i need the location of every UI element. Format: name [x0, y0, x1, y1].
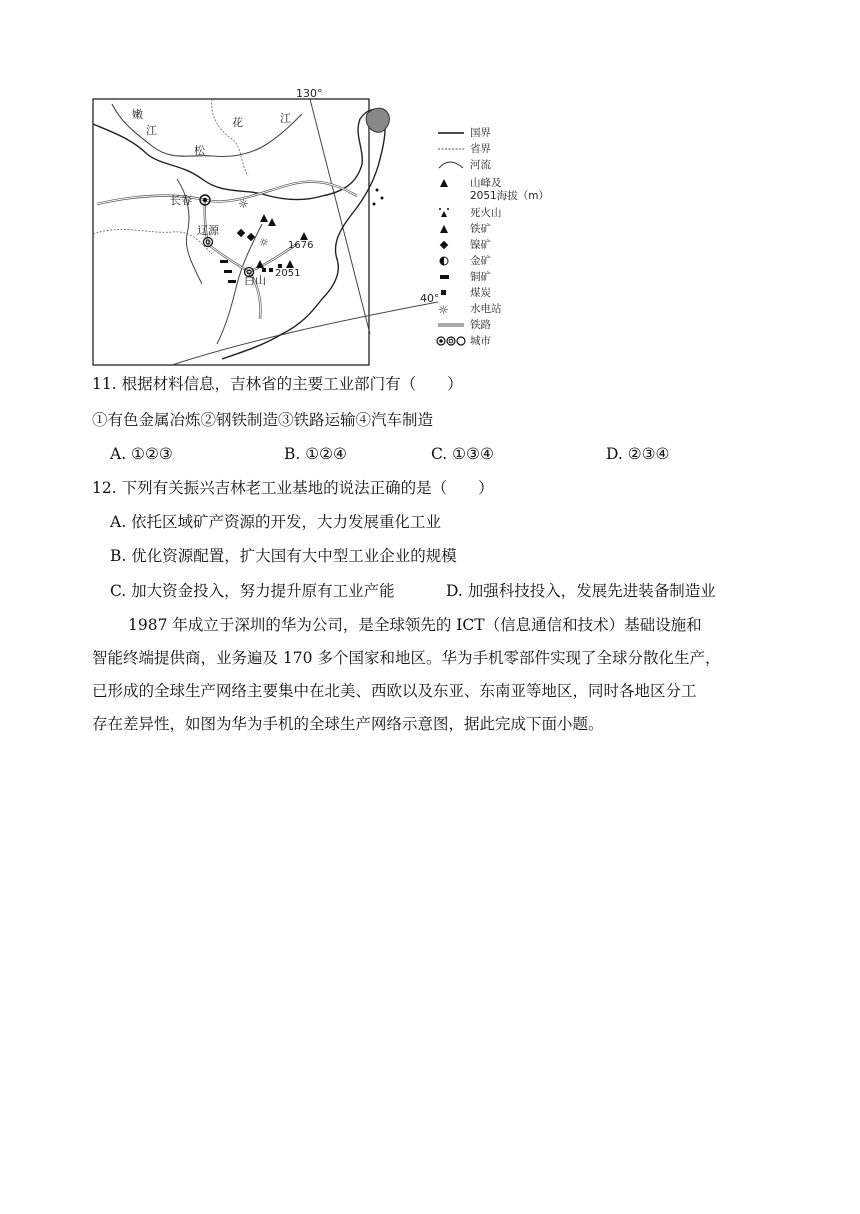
- jilin-map: [92, 84, 438, 366]
- label-liaoyuan: 辽源: [197, 224, 219, 237]
- provincial-border-2: [93, 229, 212, 254]
- hydropower-icon: [436, 302, 466, 316]
- provincial-border-icon: [436, 142, 466, 156]
- dead-volcano-icon: [436, 206, 466, 220]
- q11-option-a[interactable]: A. ①②③: [110, 445, 173, 463]
- passage-line: 智能终端提供商，业务遍及 170 多个国家和地区。华为手机零部件实现了全球分散化生产，: [92, 649, 721, 667]
- q11-option-c[interactable]: C. ①③④: [431, 445, 494, 463]
- q11-items: ①有色金属冶炼②钢铁制造③铁路运输④汽车制造: [92, 411, 434, 429]
- q11-option-d[interactable]: D. ②③④: [606, 445, 670, 463]
- railway-1-inner: [97, 182, 357, 204]
- svg-text:☼: ☼: [259, 236, 269, 249]
- label-peak2: 2051: [275, 268, 301, 279]
- label-jiang: 江: [280, 112, 291, 125]
- q12-stem: 12. 下列有关振兴吉林老工业基地的说法正确的是（ ）: [92, 479, 494, 497]
- map-frame: [93, 99, 369, 365]
- label-song: 松: [194, 144, 205, 157]
- parallel-line: [172, 302, 438, 365]
- hydropower-symbol: ☼: [238, 197, 249, 211]
- label-peak1: 1676: [288, 240, 314, 251]
- reading-passage: [92, 609, 772, 741]
- meridian-line: [310, 99, 370, 334]
- coal-icon: [436, 286, 466, 300]
- river-icon: [436, 158, 466, 172]
- national-border-icon: [436, 126, 466, 140]
- parallel-label: 40°: [420, 292, 438, 305]
- label-baishan: 白山: [244, 274, 266, 287]
- peak-icon: [436, 176, 466, 190]
- q12-option-c[interactable]: C. 加大资金投入，努力提升原有工业产能: [110, 582, 395, 600]
- svg-text:☼: ☼: [438, 303, 449, 316]
- q11-stem: 11. 根据材料信息，吉林省的主要工业部门有（ ）: [92, 375, 463, 393]
- map-graphic: [92, 84, 438, 366]
- q12-option-a[interactable]: A. 依托区域矿产资源的开发，大力发展重化工业: [110, 513, 442, 531]
- passage-line: 1987 年成立于深圳的华为公司，是全球领先的 ICT（信息通信和技术）基础设施和: [128, 616, 702, 634]
- city-icon: [436, 334, 466, 348]
- q12-option-d[interactable]: D. 加强科技投入，发展先进装备制造业: [446, 582, 716, 600]
- passage-line: 已形成的全球生产网络主要集中在北美、西欧以及东亚、东南亚等地区，同时各地区分工: [92, 682, 697, 700]
- provincial-border: [212, 99, 248, 176]
- gold-ore-icon: [436, 254, 466, 268]
- lake-shape: [366, 108, 389, 132]
- iron-ore-icon: [436, 222, 466, 236]
- label-nen1: 嫩: [132, 108, 143, 121]
- meridian-label: 130°: [296, 87, 323, 100]
- q11-option-b[interactable]: B. ①②④: [284, 445, 347, 463]
- label-hua: 花: [232, 116, 243, 129]
- label-changchun: 长春: [170, 194, 192, 207]
- label-nen2: 江: [146, 124, 157, 137]
- railway-icon: [436, 318, 466, 332]
- q12-option-b[interactable]: B. 优化资源配置，扩大国有大中型工业企业的规模: [110, 547, 457, 565]
- nickel-ore-icon: [436, 238, 466, 252]
- copper-ore-icon: [436, 270, 466, 284]
- passage-line: 存在差异性，如图为华为手机的全球生产网络示意图，据此完成下面小题。: [92, 715, 604, 733]
